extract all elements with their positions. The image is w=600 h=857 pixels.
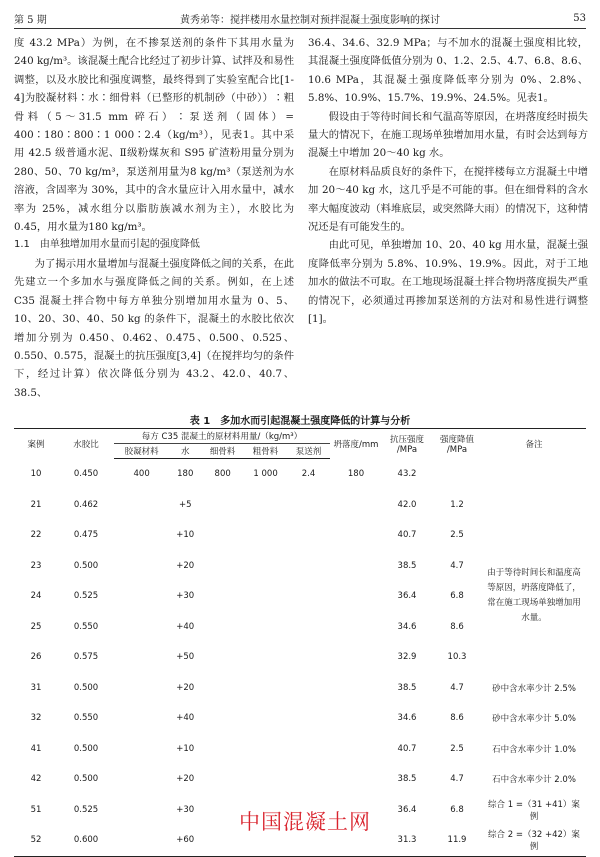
table-caption: 表 1 多加水而引起混凝土强度降低的计算与分析	[189, 416, 411, 427]
paragraph: 为了揭示用水量增加与混凝土强度降低之间的关系，在此先建立一个多加水与强度降低之间的关系。例如，在上述 C35 混凝土拌合物中每方单独分别增加用水量为 0、5、10、20、30、40、50 kg 的条件下，混凝土的水胶比依次增加分别为 0.450、0.462、0.475、0.500、0.525、0.550、0.575，混凝土的抗压强度[3,4]（在搅拌均匀的条件下，经过计算）依次降低分别为 43.2、42.0、40.7、38.5、	[14, 257, 294, 399]
page-number: 53	[573, 12, 586, 24]
col-header-drop: 强度降值 /MPa	[432, 429, 482, 459]
watermark: 中国混凝土网	[239, 810, 371, 834]
col-header-binder: 胶凝材料	[114, 444, 169, 459]
table-row: 23 0.500 +20 38.5 4.7	[30, 560, 464, 571]
col-header-wb: 水胶比	[58, 429, 114, 459]
table-row: 10 0.450 400 180 800 1 000 2.4 180 43.2	[30, 469, 417, 480]
col-header-remark: 备注	[482, 429, 586, 459]
right-column	[308, 34, 588, 329]
merged-remark: 由于等待时间长和温度高等原因，坍落度降低了，常在施工现场单独增加用水量。	[487, 568, 581, 624]
section-heading: 1.1 由单独增加用水量而引起的强度降低	[14, 239, 200, 251]
table-row: 21 0.462 +5 42.0 1.2	[30, 499, 464, 510]
left-column	[14, 34, 294, 402]
table-row: 41 0.500 +10 40.7 2.5 石中含水率少计 1.0%	[30, 743, 576, 755]
table-row: 25 0.550 +40 34.6 8.6	[30, 621, 464, 632]
running-header	[14, 10, 586, 26]
running-title: 黄秀弟等：搅拌楼用水量控制对预拌混凝土强度影响的探讨	[180, 14, 440, 26]
col-header-pump: 泵送剂	[287, 444, 330, 459]
col-header-coarse: 粗骨料	[244, 444, 287, 459]
data-table	[14, 428, 586, 857]
table-row: 26 0.575 +50 32.9 10.3	[30, 652, 467, 663]
paragraph: 由此可见，单独增加 10、20、40 kg 用水量，混凝土强度降低率分别为 5.8%、10.9%、19.9%。因此，对于工地加水的做法不可取。在工地现场混凝土拌合物坍落度损失严重的情况下，必须通过再掺加泵送剂的方法对和易性进行调整[1]。	[308, 239, 588, 326]
paragraph: 假设由于等待时间长和气温高等原因，在坍落度经时损失量大的情况下，在施工现场单独增加用水量，有时会达到每方混凝土中增加 20～40 kg 水。	[308, 110, 588, 160]
paragraph: 在原材料品质良好的条件下，在搅拌楼每立方混凝土中增加 20～40 kg 水，这几乎是不可能的事。但在细骨料的含水率大幅度波动（料堆底层，或突然降大雨）的情况下，这种情况还是有可能发生的。	[308, 165, 588, 234]
col-header-case: 案例	[14, 429, 58, 459]
table-row: 51 0.525 +30 36.4 6.8 综合 1 =（31 +41）案例	[30, 799, 580, 822]
col-header-slump: 坍落度/mm	[330, 429, 382, 459]
col-header-group: 每方 C35 混凝土的原材料用量/（kg/m³）	[114, 429, 330, 444]
table-row: 31 0.500 +20 38.5 4.7 砂中含水率少计 2.5%	[30, 682, 576, 694]
issue-number: 第 5 期	[14, 14, 47, 26]
col-header-water: 水	[169, 444, 201, 459]
paragraph: 度 43.2 MPa）为例，在不掺泵送剂的条件下其用水量为 240 kg/m³。该混凝土配合比经过了初步计算、试拌及和易性调整，以及水胶比和强度调整，最终得到了实验室配合比[1-4]为胶凝材料∶水∶细骨料（已整形的机制砂（中砂））∶粗骨料（5～31.5 mm 碎石）∶泵送剂（固体）= 400∶180∶800∶1 000∶2.4（kg/m³），见表1。其中采用 42.5 级普通水泥、Ⅱ级粉煤灰和 S95 矿渣粉用量分别为 280、50、70 kg/m³，泵送剂用量为8 kg/m³（泵送剂为水溶液，含固率为 30%，其中的含水量应计入用水量中，减水率为 25%，减水组分以脂肪族减水剂为主），水胶比为 0.45，用水量为180 kg/m³。	[14, 37, 294, 234]
table-row: 22 0.475 +10 40.7 2.5 由于等待时间长和温度高等原因，坍落度降低了，常在施工现场单独增加用水量。	[14, 520, 586, 551]
header-rule	[14, 28, 586, 29]
col-header-fine: 细骨料	[201, 444, 244, 459]
col-header-strength: 抗压强度 /MPa	[382, 429, 432, 459]
table-row: 32 0.550 +40 34.6 8.6 砂中含水率少计 5.0%	[30, 713, 576, 725]
paragraph: 36.4、34.6、32.9 MPa；与不加水的混凝土强度相比较，其混凝土强度降低值分别为 0、1.2、2.5、4.7、6.8、8.6、10.6 MPa，其混凝土强度降低率分别为 0%、2.8%、5.8%、10.9%、15.7%、19.9%、24.5%。见表1。	[308, 37, 588, 105]
table-row: 42 0.500 +20 38.5 4.7 石中含水率少计 2.0%	[30, 774, 576, 786]
table-row: 24 0.525 +30 36.4 6.8	[30, 591, 464, 602]
table-row: 52 0.600 +60 31.3 11.9 综合 2 =（32 +42）案例	[14, 825, 586, 856]
